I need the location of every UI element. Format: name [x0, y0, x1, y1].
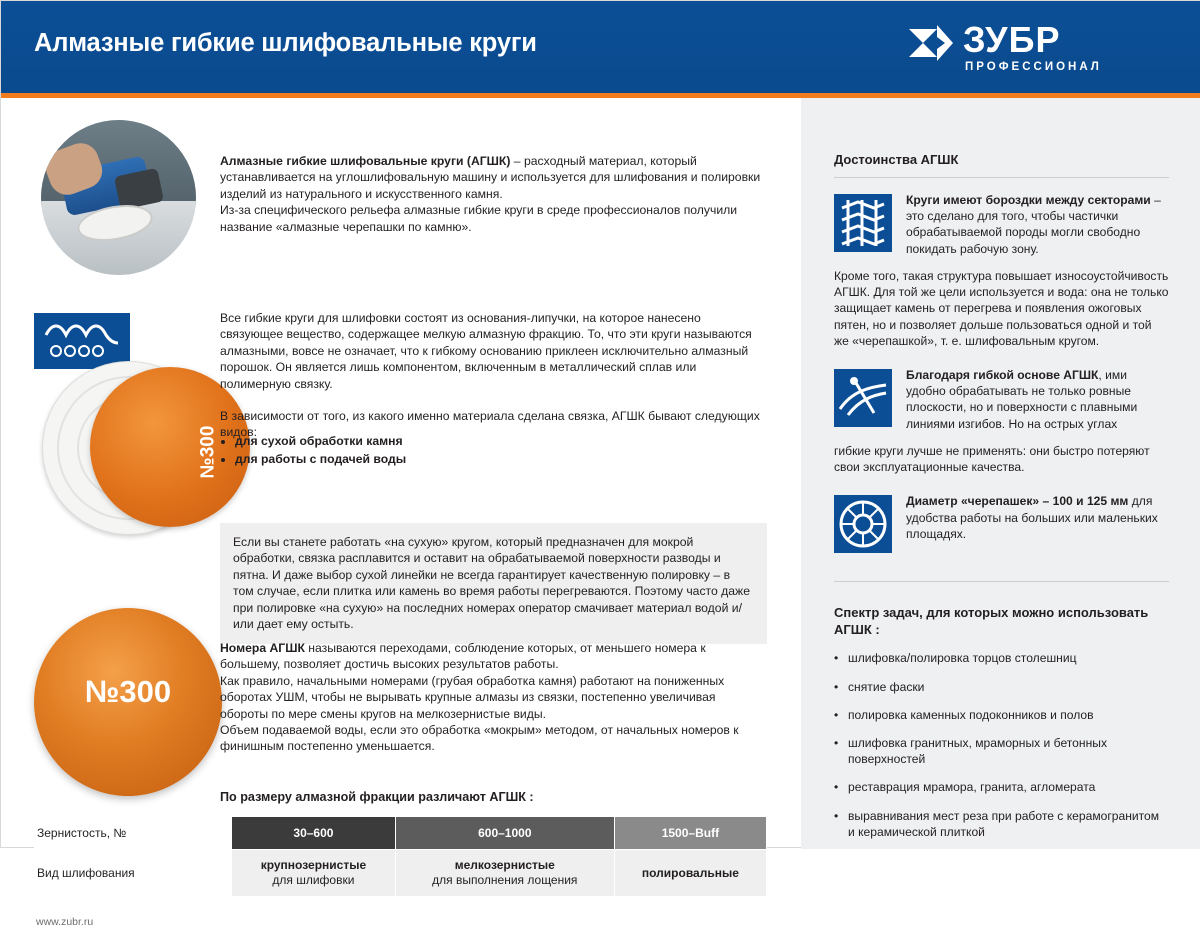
advantage-bold: Круги имеют бороздки между секторами — [906, 193, 1151, 207]
website-url[interactable]: www.zubr.ru — [36, 916, 94, 928]
tasks-list — [834, 650, 1169, 840]
table-cell-type-1 — [232, 850, 396, 897]
list-item: • выравнивания мест реза при работе с керамогранитом и керамической плиткой — [834, 808, 1169, 840]
advantage-tail-grooves: Кроме того, такая структура повышает износоустойчивость АГШК. Для той же цели используется и вода: она не только защищает камень от перегрева и появления ожоговых пятен, но и позволяет дольше пользоваться одной и той же «черепашкой», т. е. шлифовальным кругом. — [834, 269, 1169, 348]
divider — [834, 177, 1169, 178]
list-item: • шлифовка/полировка торцов столешниц — [834, 650, 1169, 666]
list-item: • шлифовка гранитных, мраморных и бетонных поверхностей — [834, 735, 1169, 767]
grooves-icon — [834, 194, 892, 252]
types-list — [220, 432, 765, 468]
advantage-item-diameter — [834, 493, 1169, 565]
table-row-label: Зернистость, № — [35, 817, 232, 850]
pad-pattern-icon — [44, 321, 120, 359]
product-photo — [41, 120, 196, 275]
intro-rest: – расходный материал, который устанавливается на углошлифовальную машину и используется для шлифования и полировки изделий из натурального и искусственного камня. — [220, 154, 761, 201]
numbers-paragraph — [220, 640, 765, 755]
numbers-lead: Номера АГШК — [220, 641, 305, 655]
divider — [834, 581, 1169, 582]
advantages-title: Достоинства АГШК — [834, 152, 959, 167]
advantage-text-flexible — [906, 367, 1169, 432]
pad-grit-label-small: №300 — [197, 425, 219, 479]
advantage-bold: Благодаря гибкой основе АГШК — [906, 368, 1099, 383]
advantage-rest: , ими удобно обрабатывать не только ровные плоскости, но и поверхности с плавными линиями изгибов. Но на острых углах — [906, 368, 1138, 431]
brand-logo — [907, 21, 1167, 79]
advantage-item-grooves — [834, 192, 1169, 264]
diameter-icon — [834, 495, 892, 553]
pads-illustration — [34, 313, 244, 593]
numbers-rest: называются переходами, соблюдение которых, от меньшего номера к большему, позволяет достичь высоких результатов работы. — [220, 641, 706, 672]
intro-second: Из-за специфического рельефа алмазные гибкие круги в среде профессионалов получили название «алмазные черепашки по камню». — [220, 203, 738, 234]
table-row — [35, 817, 767, 850]
intro-paragraph — [220, 153, 765, 235]
page-title: Алмазные гибкие шлифовальные круги — [34, 29, 537, 57]
table-header-grit-2: 600–1000 — [395, 817, 614, 850]
pad-grit-label-large: №300 — [84, 674, 172, 709]
types-lead: В зависимости от того, из какого именно материала сделана связка, АГШК бывают следующих видов: — [220, 409, 760, 440]
advantage-tail-flexible: гибкие круги лучше не применять: они быстро потеряют свои эксплуатационные качества. — [834, 444, 1150, 475]
advantage-rest: для удобства работы на больших или маленьких площадях. — [906, 494, 1158, 541]
table-cell-sub: для выполнения лощения — [432, 873, 578, 887]
list-item: • полировка каменных подоконников и полов — [834, 707, 1169, 723]
tasks-title: Спектр задач, для которых можно использовать АГШК : — [834, 605, 1149, 638]
table-header-grit-1: 30–600 — [232, 817, 396, 850]
intro-lead: Алмазные гибкие шлифовальные круги (АГШК) — [220, 154, 511, 168]
numbers-b: Как правило, начальными номерами (грубая обработка камня) работают на пониженных оборотах УШМ, чтобы не вырывать крупные алмазы из связки, постепенно увеличивая обороты по мере смены кругов на мелкозернистые виды. — [220, 673, 725, 721]
advantage-text-grooves — [906, 192, 1169, 257]
numbers-c: Объем подаваемой воды, если это обработка «мокрым» методом, от начальных номеров к финишным постепенно уменьшается. — [220, 723, 739, 754]
list-item: • снятие фаски — [834, 679, 1169, 695]
table-header-grit-3: 1500–Buff — [614, 817, 766, 850]
brand-subtitle: ПРОФЕССИОНАЛ — [965, 61, 1102, 73]
left-column — [1, 98, 801, 928]
list-item: • для сухой обработки камня — [235, 432, 765, 450]
table-row-label: Вид шлифования — [35, 850, 232, 897]
sidebar-inner — [834, 98, 1169, 852]
table-cell-main: мелкозернистые — [454, 858, 555, 872]
table-cell-type-3 — [614, 850, 766, 897]
right-sidebar — [801, 98, 1200, 849]
table-cell-main: полировальные — [641, 865, 739, 880]
advantage-item-flexible — [834, 367, 1169, 439]
table-title: По размеру алмазной фракции различают АГШК : — [220, 790, 534, 804]
advantage-bold: Диаметр «черепашек» – 100 и 125 мм — [906, 494, 1129, 509]
table-cell-type-2 — [395, 850, 614, 897]
list-item: • реставрация мрамора, гранита, агломерата — [834, 779, 1169, 795]
note-box: Если вы станете работать «на сухую» кругом, который предназначен для мокрой обработки, связка расплавится и оставит на обрабатываемой поверхности разводы и пятна. И даже выбор сухой линейки не всегда гарантирует качественную полировку – в том случае, если плитка или камень во время работы перегреваются. Поэтому часто даже при полировке «на сухую» на последних номерах оператор смачивает материал водой и/или дает ему остыть. — [220, 523, 767, 644]
zubr-mark-icon — [907, 23, 953, 63]
pad-large — [34, 608, 222, 796]
composition-paragraph: Все гибкие круги для шлифовки состоят из основания-липучки, на которое нанесено связующее вещество, содержащее мелкую алмазную фракцию. То, что эти круги называются алмазными, вовсе не означает, что к гибкому основанию приклеен исключительно алмазный порошок. Он является лишь компонентом, включенным в металлический сплав или полимерную связку. — [220, 311, 752, 391]
table-row — [35, 850, 767, 897]
table-cell-main: крупнозернистые — [260, 858, 367, 872]
table-cell-sub: для шлифовки — [272, 873, 355, 887]
advantage-text-diameter — [906, 493, 1169, 542]
brand-name: ЗУБР — [963, 19, 1061, 60]
page-header — [1, 1, 1200, 93]
grit-table — [34, 816, 767, 897]
flexible-base-icon — [834, 369, 892, 427]
pad-stack — [42, 361, 222, 541]
list-item: • для работы с подачей воды — [235, 450, 765, 468]
advantage-rest: – это сделано для того, чтобы частички обрабатываемой породы могли свободно покидать рабочую зону. — [906, 193, 1161, 256]
